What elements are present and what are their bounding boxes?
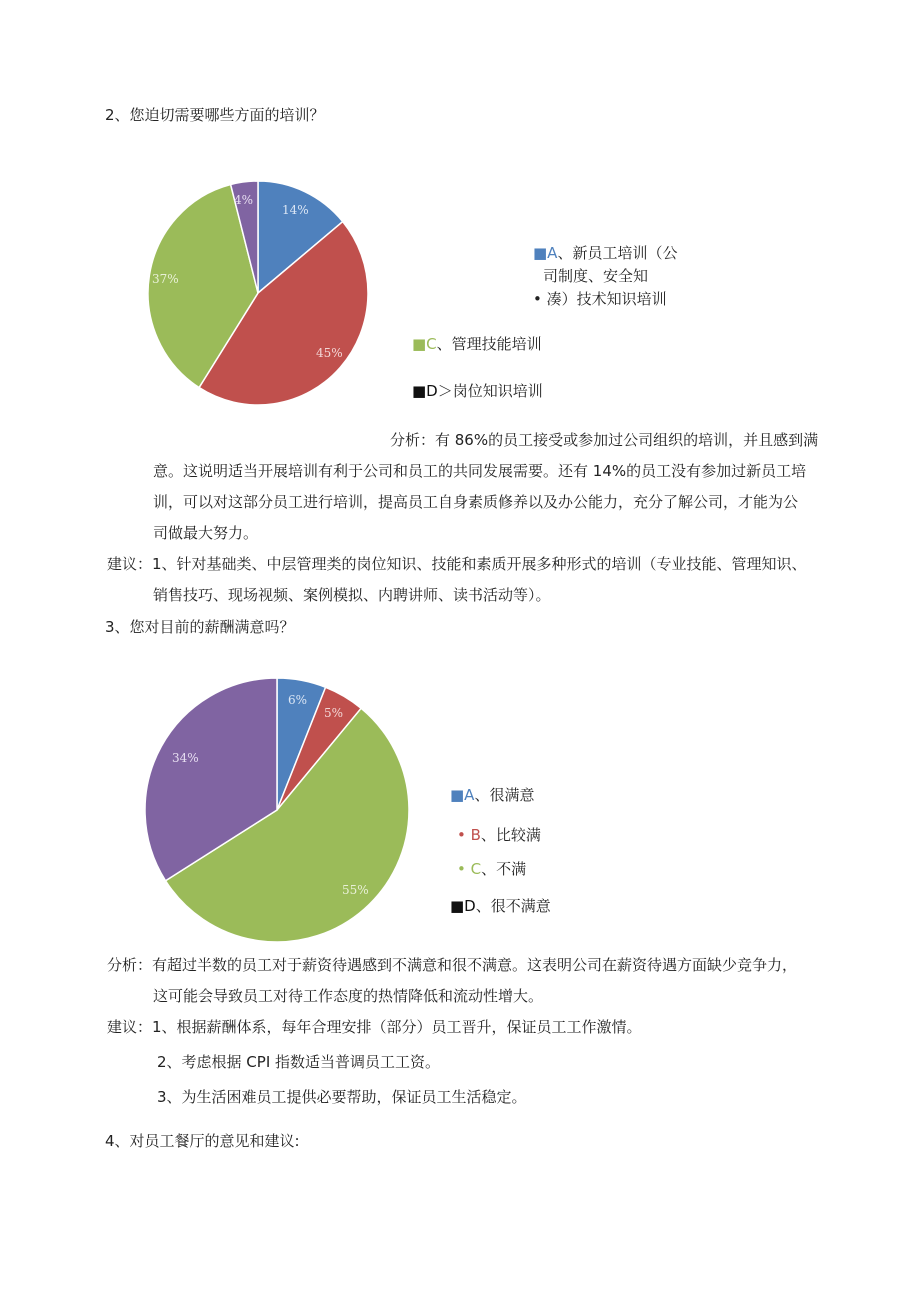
pie-salary-label-0: 6% xyxy=(288,693,308,707)
analysis-3-line1: 分析：有超过半数的员工对于薪资待遇感到不满意和很不满意。这表明公司在薪资待遇方面缺少竞争力， xyxy=(107,956,798,974)
question-3: 3、您对目前的薪酬满意吗？ xyxy=(105,618,295,636)
legend-training-a xyxy=(533,242,677,311)
question-2: 2、您迫切需要哪些方面的培训？ xyxy=(105,106,325,124)
legend-salary-d xyxy=(450,895,551,916)
question-4: 4、对员工餐厅的意见和建议: xyxy=(105,1132,300,1150)
analysis-2-line2: 意。这说明适当开展培训有利于公司和员工的共同发展需要。还有 14%的员工没有参加过新员工培 xyxy=(153,462,807,480)
pie-training-label-3: 4% xyxy=(234,193,254,207)
legend-salary-c xyxy=(457,858,526,879)
legend-b-label: 、比较满 xyxy=(480,826,541,844)
legend-c-marker: • C xyxy=(457,860,482,878)
suggestion-3-line3: 3、为生活困难员工提供必要帮助，保证员工生活稳定。 xyxy=(157,1088,527,1106)
legend-a-label: 、很满意 xyxy=(474,786,535,804)
pie-salary-label-2: 55% xyxy=(342,883,369,897)
legend-training-c xyxy=(412,333,542,354)
legend-c-label: 、管理技能培训 xyxy=(436,335,542,353)
suggestion-2-line2: 销售技巧、现场视频、案例模拟、内聘讲师、读书活动等）。 xyxy=(153,586,551,604)
analysis-2-line3: 训，可以对这部分员工进行培训，提高员工自身素质修养以及办公能力，充分了解公司，才能为公 xyxy=(153,493,799,511)
legend-a-line2: 司制度、安全知 xyxy=(543,267,649,285)
legend-a-marker: ■A xyxy=(533,244,558,262)
pie-salary-label-1: 5% xyxy=(324,706,344,720)
legend-d-marker: ■D xyxy=(450,897,476,915)
pie-training-label-1: 45% xyxy=(316,346,343,360)
analysis-2-line4: 司做最大努力。 xyxy=(153,524,259,542)
pie-salary-label-3: 34% xyxy=(172,751,199,765)
legend-d-marker: ■D xyxy=(412,382,438,400)
legend-c-marker: ■C xyxy=(412,335,437,353)
suggestion-3-line2: 2、考虑根据 CPI 指数适当普调员工工资。 xyxy=(157,1053,441,1071)
legend-a-line3: • 凑）技术知识培训 xyxy=(533,290,667,308)
pie-training-label-0: 14% xyxy=(282,203,309,217)
pie-chart-salary xyxy=(140,670,420,950)
legend-salary-a xyxy=(450,784,534,805)
legend-d-label: 、很不满意 xyxy=(475,897,551,915)
legend-d-label: ＞岗位知识培训 xyxy=(437,382,543,400)
legend-training-d xyxy=(412,380,543,401)
analysis-2-line1: 分析：有 86%的员工接受或参加过公司组织的培训，并且感到满 xyxy=(390,431,819,449)
legend-a-marker: ■A xyxy=(450,786,475,804)
pie-chart-training xyxy=(140,175,370,415)
legend-a-label: 、新员工培训（公 xyxy=(557,244,678,262)
pie-training-label-2: 37% xyxy=(152,272,179,286)
legend-salary-b xyxy=(457,824,541,845)
legend-b-marker: • B xyxy=(457,826,481,844)
analysis-3-line2: 这可能会导致员工对待工作态度的热情降低和流动性增大。 xyxy=(153,987,544,1005)
suggestion-3-line1: 建议：1、根据薪酬体系，每年合理安排（部分）员工晋升，保证员工工作激情。 xyxy=(107,1018,642,1036)
legend-c-label: 、不满 xyxy=(481,860,527,878)
suggestion-2-line1: 建议：1、针对基础类、中层管理类的岗位知识、技能和素质开展多种形式的培训（专业技能、管理知识、 xyxy=(107,555,807,573)
